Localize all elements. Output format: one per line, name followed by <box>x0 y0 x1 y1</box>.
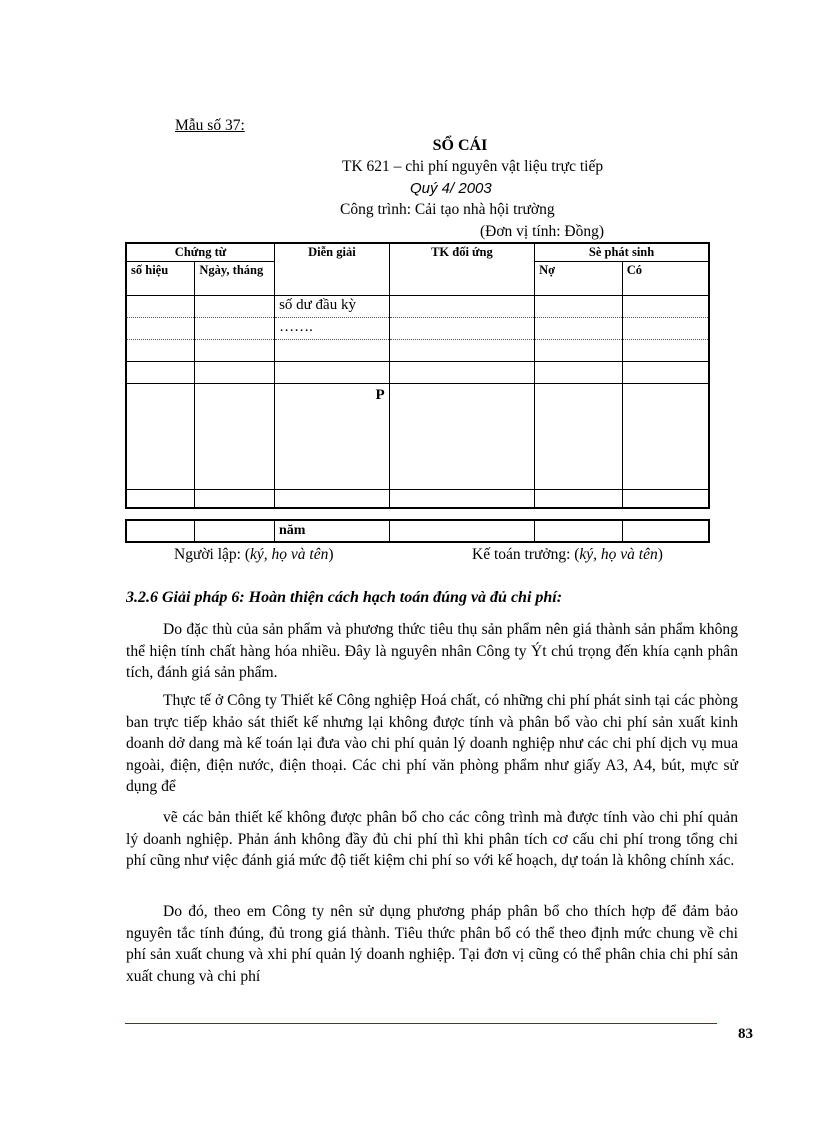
fragment-p: P <box>275 384 390 490</box>
ledger-table <box>125 242 710 509</box>
total-label: năm <box>274 520 389 542</box>
table-row <box>126 340 709 362</box>
sub-credit: Có <box>622 262 709 296</box>
account-line: TK 621 – chi phí nguyên vật liệu trực tiếp <box>342 158 604 175</box>
col-amount: Sè phát sinh <box>535 243 709 262</box>
chief-accountant-signature: Kế toán trưởng: (ký, họ và tên) <box>472 546 663 563</box>
footer-rule <box>125 1023 717 1024</box>
col-description: Diễn giải <box>275 243 390 296</box>
sub-debit: Nợ <box>535 262 623 296</box>
table-row <box>126 362 709 384</box>
sub-number: số hiệu <box>126 262 195 296</box>
table-row <box>126 384 709 490</box>
col-voucher: Chứng từ <box>126 243 275 262</box>
total-table <box>125 519 710 543</box>
header-row <box>126 243 709 262</box>
col-counter-account: TK đối ứng <box>389 243 534 296</box>
section-heading: 3.2.6 Giải pháp 6: Hoàn thiện cách hạch toán đúng và đủ chi phí: <box>126 589 563 606</box>
form-number: Mẫu số 37: <box>175 117 245 134</box>
table-row <box>126 296 709 318</box>
project-line: Công trình: Cải tạo nhà hội trường <box>340 201 555 218</box>
paragraph-2: Thực tế ở Công ty Thiết kế Công nghiệp Hoá chất, có những chi phí phát sinh tại các phòng ban trực tiếp khảo sát thiết kế nhưng lại không được tính và phân bổ vào chi phí sản xuất kinh doanh dở dang mà kế toán lại đưa vào chi phí quản lý doanh nghiệp như các chi phí dịch vụ mua ngoài, điện, điện nước, điện thoại. Các chi phí văn phòng phẩm như giấy A3, A4, bút, mực sử dụng để <box>126 692 738 795</box>
total-row <box>126 520 709 542</box>
ellipsis: ……. <box>275 318 390 340</box>
paragraph-3: vẽ các bản thiết kế không được phân bổ cho các công trình mà được tính vào chi phí quản lý doanh nghiệp. Phản ánh không đầy đủ chi phí thì khi phân tích cơ cấu chi phí trong tổng chi phí cũng như việc đánh giá mức độ tiết kiệm chi phí so với kế hoạch, dự toán là không chính xác. <box>126 809 738 869</box>
table-row <box>126 490 709 508</box>
unit-line: (Đơn vị tính: Đồng) <box>480 223 605 240</box>
sub-date: Ngày, tháng <box>195 262 275 296</box>
table-row <box>126 318 709 340</box>
preparer-signature: Người lập: (ký, họ và tên) <box>174 546 334 563</box>
page-number: 83 <box>738 1026 753 1042</box>
paragraph-4: Do đó, theo em Công ty nên sử dụng phương pháp phân bổ cho thích hợp để đảm bảo nguyên tắc tính đúng, đủ trong giá thành. Tiêu thức phân bổ có thể theo định mức chung về chi phí sản xuất chung và xhi phí quản lý doanh nghiệp. Tại đơn vị cũng có thể phân chia chi phí sản xuất chung và chi phí <box>126 903 738 985</box>
opening-balance: số dư đầu kỳ <box>275 296 390 318</box>
ledger-title: SỔ CÁI <box>432 137 488 154</box>
paragraph-1: Do đặc thù của sản phẩm và phương thức tiêu thụ sản phẩm nên giá thành sản phẩm không thể hiện tính chất hàng hóa nhiều. Đây là nguyên nhân Công ty Ýt chú trọng đến khía cạnh phân tích, đánh giá sản phẩm. <box>126 621 738 681</box>
quarter-line: Quý 4/ 2003 <box>410 180 492 197</box>
